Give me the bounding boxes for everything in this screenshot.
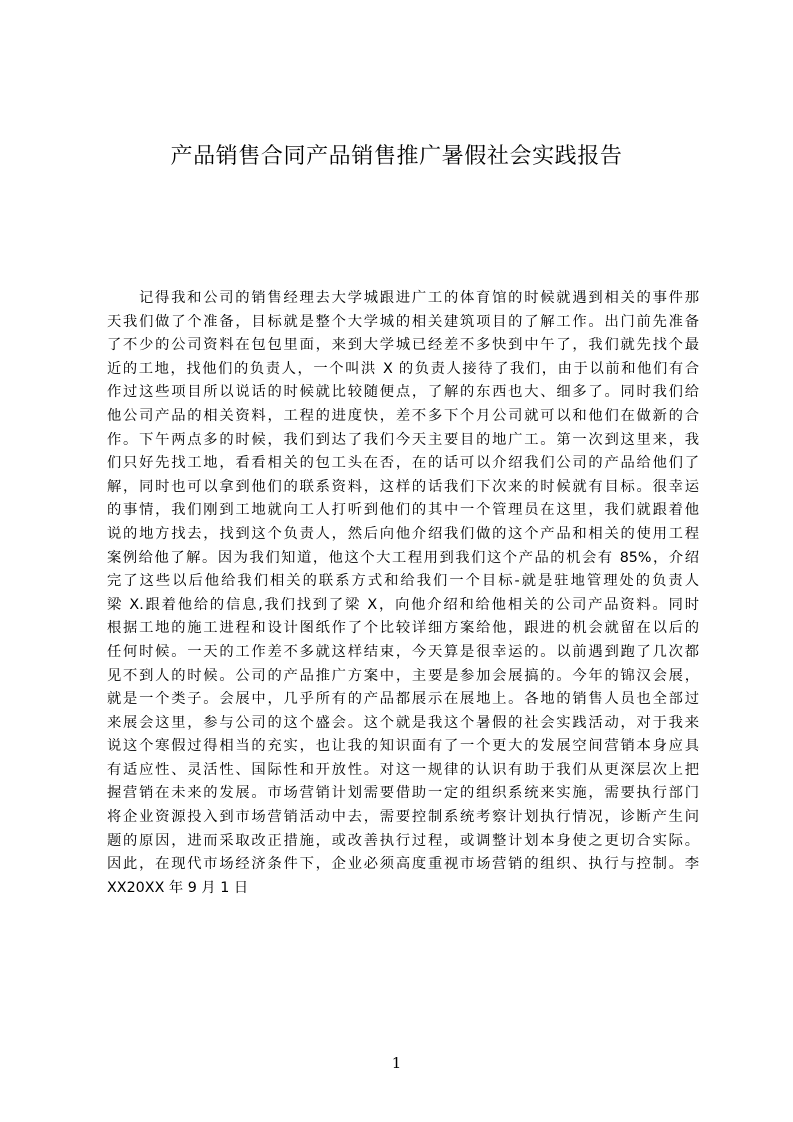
paragraph-line: 天我们做了个准备，目标就是整个大学城的相关建筑项目的了解工作。出门前先准备 [107,313,699,330]
paragraph-line: 说这个寒假过得相当的充实，也让我的知识面有了一个更大的发展空间营销本身应具 [107,738,699,755]
paragraph-line: 将企业资源投入到市场营销活动中去，需要控制系统考察计划执行情况，诊断产生问 [107,809,699,826]
paragraph-line: 完了这些以后他给我们相关的联系方式和给我们一个目标-就是驻地管理处的负责人 [107,573,699,590]
body-paragraph [107,287,699,900]
paragraph-line: 梁 X.跟着他给的信息,我们找到了梁 X，向他介绍和给他相关的公司产品资料。同时 [107,596,699,613]
paragraph-line: 们只好先找工地，看看相关的包工头在否，在的话可以介绍我们公司的产品给他们了 [107,455,699,472]
paragraph-line: 记得我和公司的销售经理去大学城跟进广工的体育馆的时候就遇到相关的事件那 [139,290,699,306]
paragraph-line: 解，同时也可以拿到他们的联系资料，这样的话我们下次来的时候就有目标。很幸运 [107,478,699,495]
page-title: 产品销售合同产品销售推广暑假社会实践报告 [170,144,623,169]
paragraph-line: 因此，在现代市场经济条件下，企业必须高度重视市场营销的组织、执行与控制。李 [107,856,699,873]
page-number: 1 [391,1054,402,1072]
paragraph-line: 的事情，我们刚到工地就向工人打听到他们的其中一个管理员在这里，我们就跟着他 [107,502,699,519]
paragraph-line: 就是一个类子。会展中，几乎所有的产品都展示在展地上。各地的销售人员也全部过 [107,691,699,708]
paragraph-line: 有适应性、灵活性、国际性和开放性。对这一规律的认识有助于我们从更深层次上把 [107,761,699,778]
paragraph-line: 了不少的公司资料在包包里面，来到大学城已经差不多快到中午了，我们就先找个最 [107,337,699,354]
paragraph-line: 近的工地，找他们的负责人，一个叫洪 X 的负责人接待了我们，由于以前和他们有合 [107,360,699,377]
paragraph-line: 他公司产品的相关资料，工程的进度快，差不多下个月公司就可以和他们在做新的合 [107,407,699,424]
paragraph-line: 任何时候。一天的工作差不多就这样结束，今天算是很幸运的。以前遇到跑了几次都 [107,643,699,660]
paragraph-line: 来展会这里，参与公司的这个盛会。这个就是我这个暑假的社会实践活动，对于我来 [107,714,699,731]
paragraph-line: 说的地方找去，找到这个负责人，然后向他介绍我们做的这个产品和相关的使用工程 [107,525,699,542]
paragraph-line: 作过这些项目所以说话的时候就比较随便点，了解的东西也大、细多了。同时我们给 [107,384,699,401]
paragraph-line: 题的原因，进而采取改正措施，或改善执行过程，或调整计划本身使之更切合实际。 [107,832,699,849]
paragraph-line: 根据工地的施工进程和设计图纸作了个比较详细方案给他，跟进的机会就留在以后的 [107,620,699,637]
paragraph-line: 见不到人的时候。公司的产品推广方案中，主要是参加会展搞的。今年的锦汉会展， [107,667,699,684]
paragraph-line: 作。下午两点多的时候，我们到达了我们今天主要目的地广工。第一次到这里来，我 [107,431,699,448]
date-line: XX20XX 年 9 月 1 日 [107,879,249,896]
paragraph-line: 案例给他了解。因为我们知道，他这个大工程用到我们这个产品的机会有 85%，介绍 [107,549,699,566]
paragraph-line: 握营销在未来的发展。市场营销计划需要借助一定的组织系统来实施，需要执行部门 [107,785,699,802]
